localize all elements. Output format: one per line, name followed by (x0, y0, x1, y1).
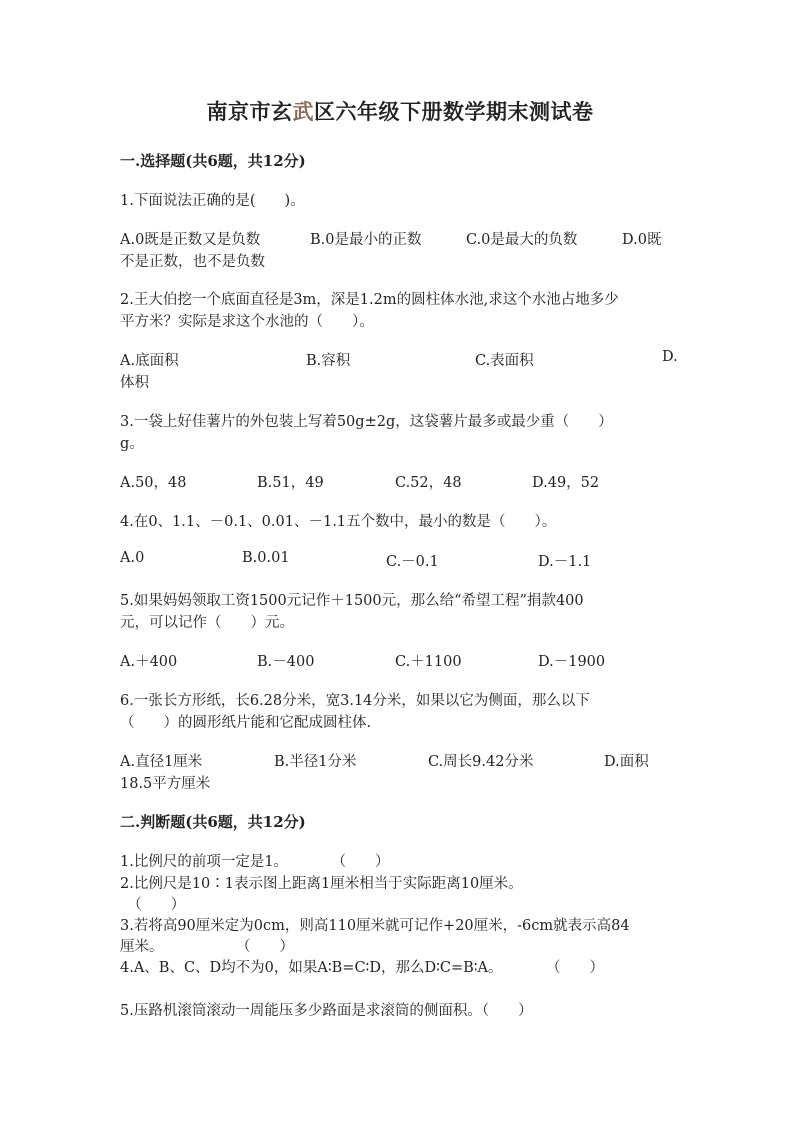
q5-stem-line2: 元，可以记作（ ）元。 (120, 615, 294, 631)
section2-heading: 二.判断题(共6题，共12分) (120, 813, 306, 831)
q1-option-d: D.0既 (622, 232, 662, 248)
q2-options (120, 349, 680, 369)
q6-option-d: D.面积 (604, 754, 649, 770)
q4-options (120, 550, 680, 570)
q5-options (120, 650, 680, 670)
q6-options (120, 750, 680, 770)
q2-stem-line2: 平方米？实际是求这个水池的（ ）。 (120, 314, 374, 330)
q4-option-a: A.0 (120, 550, 145, 566)
q2-option-d: D. (662, 349, 678, 365)
q5-stem-line1: 5.如果妈妈领取工资1500元记作＋1500元，那么给“希望工程”捐款400 (120, 593, 584, 609)
title-part2: 武 (292, 99, 314, 124)
q6-stem-line2: （ ）的圆形纸片能和它配成圆柱体. (120, 715, 372, 731)
q1-options (120, 228, 680, 248)
q5-option-b: B.－400 (257, 654, 315, 670)
q1-stem: 1.下面说法正确的是( )。 (120, 193, 305, 209)
q2-option-d-cont: 体积 (120, 375, 149, 391)
q3-option-b: B.51，49 (257, 475, 324, 491)
q6-option-d-cont: 18.5平方厘米 (120, 776, 211, 792)
section1-heading: 一.选择题(共6题，共12分) (120, 152, 306, 170)
tf1-statement: 1.比例尺的前项一定是1。 （ ） (120, 854, 390, 870)
q3-stem-line2: g。 (120, 436, 144, 452)
q1-option-a: A.0既是正数又是负数 (120, 232, 261, 248)
q6-option-a: A.直径1厘米 (120, 754, 203, 770)
q2-stem-line1: 2.王大伯挖一个底面直径是3m，深是1.2m的圆柱体水池,求这个水池占地多少 (120, 292, 619, 308)
q3-option-c: C.52，48 (395, 475, 462, 491)
q2-option-c: C.表面积 (475, 353, 534, 369)
q5-option-c: C.＋1100 (395, 654, 462, 670)
tf5-statement: 5.压路机滚筒滚动一周能压多少路面是求滚筒的侧面积。（ ） (120, 1003, 533, 1019)
q1-option-d-cont: 不是正数，也不是负数 (120, 254, 265, 270)
tf2-statement: 2.比例尺是10∶1表示图上距离1厘米相当于实际距离10厘米。 (120, 876, 523, 892)
page-title (0, 96, 800, 126)
q4-option-d: D.－1.1 (538, 554, 592, 570)
q5-option-a: A.＋400 (120, 654, 178, 670)
q2-option-a: A.底面积 (120, 353, 179, 369)
q5-option-d: D.－1900 (538, 654, 606, 670)
tf2-answer-blank: （ ） (120, 897, 186, 913)
tf3-statement: 3.若将高90厘米定为0cm，则高110厘米就可记作+20厘米，-6cm就表示高84 (120, 918, 630, 934)
tf3-statement-cont: 厘米。 （ ） (120, 939, 294, 955)
q1-option-c: C.0是最大的负数 (466, 232, 578, 248)
q2-option-b: B.容积 (306, 353, 351, 369)
q3-options (120, 471, 680, 491)
q3-option-d: D.49，52 (532, 475, 600, 491)
q3-option-a: A.50，48 (120, 475, 187, 491)
q6-option-b: B.半径1分米 (274, 754, 357, 770)
q3-stem-line1: 3.一袋上好佳薯片的外包装上写着50g±2g，这袋薯片最多或最少重（ ） (120, 414, 613, 430)
title-part1: 南京市玄 (206, 99, 293, 124)
q4-stem: 4.在0、1.1、－0.1、0.01、－1.1五个数中，最小的数是（ ）。 (120, 514, 557, 530)
q4-option-c: C.－0.1 (386, 554, 439, 570)
tf4-statement: 4.A、B、C、D均不为0，如果A∶B=C∶D，那么D∶C=B∶A。 （ ） (120, 960, 604, 976)
q4-option-b: B.0.01 (242, 550, 290, 566)
q6-stem-line1: 6.一张长方形纸，长6.28分米，宽3.14分米，如果以它为侧面，那么以下 (120, 693, 590, 709)
title-part3: 区六年级下册数学期末测试卷 (314, 99, 594, 124)
q1-option-b: B.0是最小的正数 (310, 232, 422, 248)
q6-option-c: C.周长9.42分米 (428, 754, 534, 770)
